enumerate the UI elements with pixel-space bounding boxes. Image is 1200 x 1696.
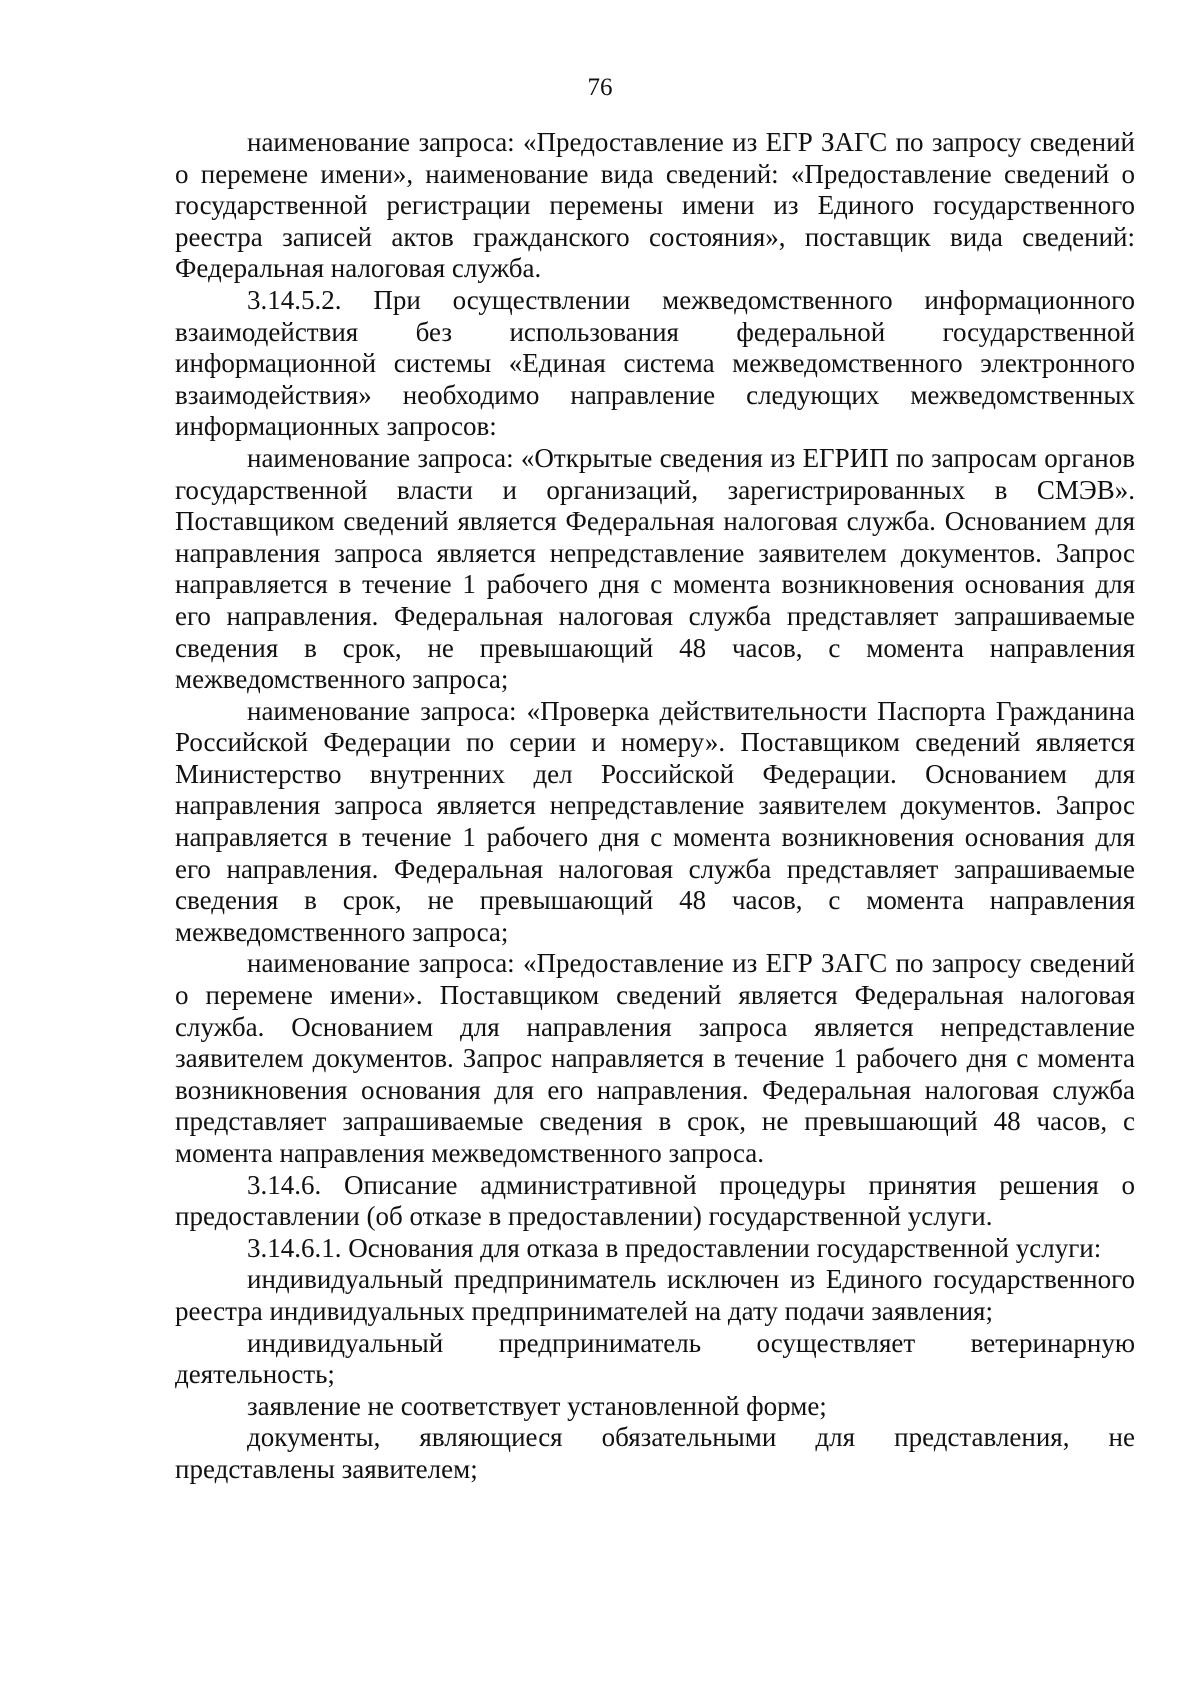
paragraph: наименование запроса: «Предоставление из ЕГР ЗАГС по запросу сведений о перемене имени», наименование вида сведений: «Предоставление сведений о государственной регистрации перемены имени из Единого государственного реестра записей актов гражданского состояния», поставщик вида сведений: Федеральная налоговая служба. — [175, 127, 1135, 284]
paragraph: наименование запроса: «Проверка действительности Паспорта Гражданина Российской Федерации по серии и номеру». Поставщиком сведений является Министерство внутренних дел Российской Федерации. Основанием для направления запроса является непредставление заявителем документов. Запрос направляется в течение 1 рабочего дня с момента возникновения основания для его направления. Федеральная налоговая служба представляет запрашиваемые сведения в срок, не превышающий 48 часов, с момента направления межведомственного запроса; — [175, 695, 1135, 947]
paragraph: индивидуальный предприниматель осуществляет ветеринарную деятельность; — [175, 1327, 1135, 1390]
paragraph: документы, являющиеся обязательными для представления, не представлены заявителем; — [175, 1422, 1135, 1484]
paragraph: 3.14.5.2. При осуществлении межведомственного информационного взаимодействия без использования федеральной государственной информационной системы «Единая система межведомственного электронного взаимодействия» необходимо направление следующих межведомственных информационных запросов: — [175, 284, 1135, 442]
paragraph: 3.14.6. Описание административной процедуры принятия решения о предоставлении (об отказе в предоставлении) государственной услуги. — [175, 1169, 1135, 1232]
paragraph: заявление не соответствует установленной форме; — [247, 1390, 827, 1421]
paragraph: индивидуальный предприниматель исключен из Единого государственного реестра индивидуальных предпринимателей на дату подачи заявления; — [175, 1264, 1135, 1326]
document-body — [175, 127, 1135, 1486]
paragraph: 3.14.6.1. Основания для отказа в предоставлении государственной услуги: — [247, 1232, 1102, 1263]
paragraph: наименование запроса: «Открытые сведения из ЕГРИП по запросам органов государственной власти и организаций, зарегистрированных в СМЭВ». Поставщиком сведений является Федеральная налоговая служба. Основанием для направления запроса является непредставление заявителем документов. Запрос направляется в течение 1 рабочего дня с момента возникновения основания для его направления. Федеральная налоговая служба представляет запрашиваемые сведения в срок, не превышающий 48 часов, с момента направления межведомственного запроса; — [175, 442, 1135, 695]
page-number: 76 — [587, 74, 613, 101]
paragraph: наименование запроса: «Предоставление из ЕГР ЗАГС по запросу сведений о перемене имени». Поставщиком сведений является Федеральная налоговая служба. Основанием для направления запроса является непредставление заявителем документов. Запрос направляется в течение 1 рабочего дня с момента возникновения основания для его направления. Федеральная налоговая служба представляет запрашиваемые сведения в срок, не превышающий 48 часов, с момента направления межведомственного запроса. — [175, 948, 1135, 1168]
